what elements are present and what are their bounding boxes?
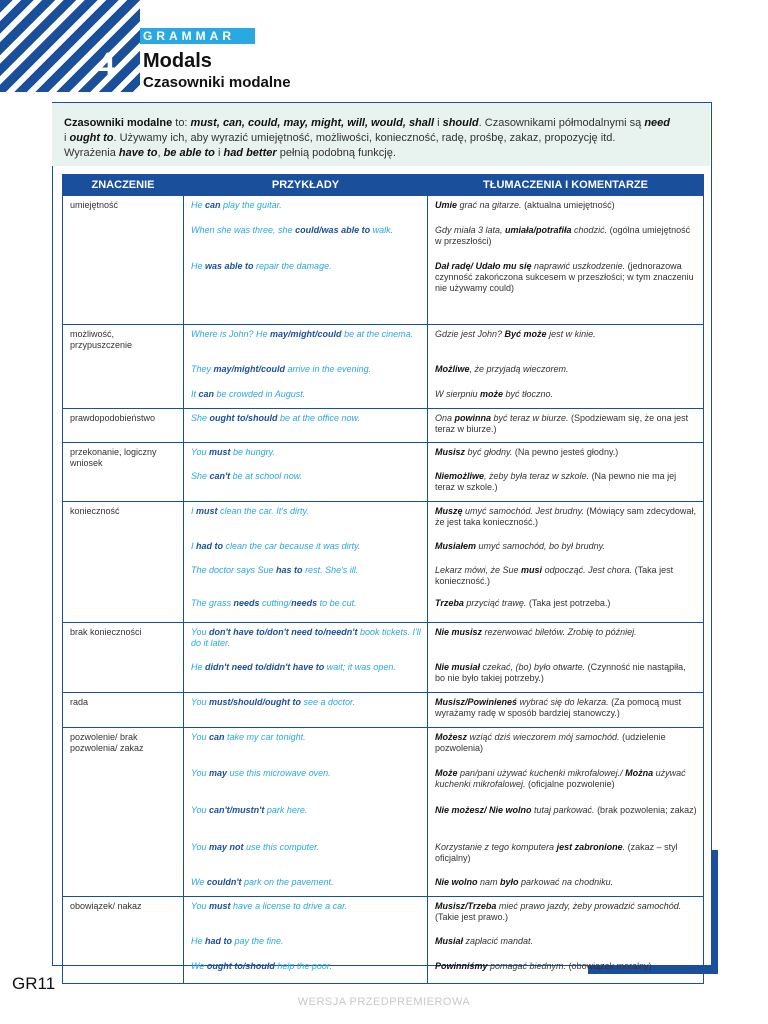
meaning-cell: pozwolenie/ brak pozwolenia/ zakaz (63, 728, 184, 897)
translation-line: W sierpniu może być tłoczno. (435, 389, 554, 399)
translation-line: Musisz być głodny. (Na pewno jesteś głodny.) (435, 447, 619, 457)
translation-line: Nie możesz/ Nie wolno tutaj parkować. (brak pozwolenia; zakaz) (435, 805, 697, 815)
translation-line: Możesz wziąć dziś wieczorem mój samochód. (udzielenie pozwolenia) (435, 732, 666, 753)
translation-line: Lekarz mówi, że Sue musi odpocząć. Jest chora. (Taka jest konieczność.) (435, 565, 674, 586)
example-line: You can take my car tonight. (191, 732, 306, 742)
table-row (63, 409, 704, 443)
examples-cell (184, 728, 428, 897)
translation-line: Niemożliwe, żeby była teraz w szkole. (Na pewno nie ma jej teraz w szkole.) (435, 471, 677, 492)
examples-cell (184, 502, 428, 623)
example-line: When she was three, she could/was able to walk. (191, 225, 394, 235)
example-line: He can play the guitar. (191, 200, 282, 210)
examples-cell (184, 623, 428, 693)
example-line: You don't have to/don't need to/needn't book tickets. I'll do it later. (191, 627, 421, 648)
example-line: They may/might/could arrive in the evening. (191, 364, 372, 374)
example-line: He didn't need to/didn't have to wait; it was open. (191, 662, 396, 672)
example-line: You can't/mustn't park here. (191, 805, 308, 815)
meaning-cell: możliwość, przypuszczenie (63, 325, 184, 409)
example-line: You may not use this computer. (191, 842, 320, 852)
examples-cell (184, 409, 428, 443)
translation-line: Gdy miała 3 lata, umiała/potrafiła chodzić. (ogólna umiejętność w przeszłości) (435, 225, 691, 246)
table-row (63, 443, 704, 502)
example-line: He was able to repair the damage. (191, 261, 332, 271)
examples-cell (184, 196, 428, 325)
meaning-cell: brak konieczności (63, 623, 184, 693)
example-line: We couldn't park on the pavement. (191, 877, 334, 887)
translation-line: Nie wolno nam było parkować na chodniku. (435, 877, 614, 887)
example-line: You must be hungry. (191, 447, 275, 457)
translation-line: Możliwe, że przyjadą wieczorem. (435, 364, 569, 374)
translation-line: Korzystanie z tego komputera jest zabronione. (zakaz – styl oficjalny) (435, 842, 678, 863)
translation-line: Powinniśmy pomagać biednym. (obowiązek moralny) (435, 961, 652, 971)
example-line: I had to clean the car because it was dirty. (191, 541, 361, 551)
page-code: GR11 (12, 974, 56, 993)
example-line: It can be crowded in August. (191, 389, 306, 399)
translation-cell (428, 196, 704, 325)
translation-line: Musiałem umyć samochód, bo był brudny. (435, 541, 605, 551)
table-row (63, 728, 704, 897)
translation-line: Muszę umyć samochód. Jest brudny. (Mówiący sam zdecydował, że jest taka konieczność.) (435, 506, 696, 527)
example-line: You must/should/ought to see a doctor. (191, 697, 356, 707)
translation-line: Umie grać na gitarze. (aktualna umiejętność) (435, 200, 615, 210)
translation-line: Ona powinna być teraz w biurze. (Spodziewam się, że ona jest teraz w biurze.) (435, 413, 689, 434)
translation-line: Musiał zapłacić mandat. (435, 936, 534, 946)
chapter-number: 4 (96, 46, 116, 84)
table-row (63, 196, 704, 325)
modals-table (62, 174, 704, 984)
translation-line: Musisz/Trzeba mieć prawo jazdy, żeby prowadzić samochód. (Takie jest prawo.) (435, 901, 682, 922)
meaning-cell: obowiązek/ nakaz (63, 897, 184, 984)
translation-cell (428, 897, 704, 984)
meaning-cell: przekonanie, logiczny wniosek (63, 443, 184, 502)
intro-text: Czasowniki modalne to: must, can, could, may, might, will, would, shall i should. Czasownikami półmodalnymi są need i ought to. Używamy ich, aby wyrazić umiejętność, możliwości, konieczność, radę, prośbę, zakaz, propozycję itd. Wyrażenia have to, be able to i had better pełnią podobną funkcję. (64, 117, 670, 159)
table-row (63, 623, 704, 693)
example-line: The doctor says Sue has to rest. She's ill. (191, 565, 359, 575)
translation-line: Trzeba przyciąć trawę. (Taka jest potrzeba.) (435, 598, 611, 608)
example-line: Where is John? He may/might/could be at the cinema. (191, 329, 414, 339)
example-line: The grass needs cutting/needs to be cut. (191, 598, 357, 608)
translation-cell (428, 443, 704, 502)
table-row (63, 502, 704, 623)
page-title: Modals (143, 50, 212, 72)
translation-cell (428, 502, 704, 623)
meaning-cell: prawdopodobieństwo (63, 409, 184, 443)
example-line: You must have a license to drive a car. (191, 901, 348, 911)
translation-line: Musisz/Powinieneś wybrać się do lekarza. (Za pomocą must wyrażamy radę w sposób bardziej stanowczy.) (435, 697, 682, 718)
header-examples: PRZYKŁADY (184, 175, 428, 196)
translation-line: Może pan/pani używać kuchenki mikrofalowej./ Można używać kuchenki mikrofalowej. (oficjalne pozwolenie) (435, 768, 686, 789)
translation-cell (428, 623, 704, 693)
table-row (63, 693, 704, 728)
translation-cell (428, 728, 704, 897)
example-line: She ought to/should be at the office now. (191, 413, 361, 423)
example-line: He had to pay the fine. (191, 936, 284, 946)
example-line: I must clean the car. It's dirty. (191, 506, 309, 516)
watermark: WERSJA PRZEDPREMIEROWA (297, 996, 471, 1008)
header-translations: TŁUMACZENIA I KOMENTARZE (428, 175, 704, 196)
table-row (63, 897, 704, 984)
table-header-row (63, 175, 704, 196)
examples-cell (184, 443, 428, 502)
example-line: You may use this microwave oven. (191, 768, 331, 778)
meaning-cell: konieczność (63, 502, 184, 623)
translation-line: Nie musiał czekać, (bo) było otwarte. (Czynność nie nastąpiła, bo nie było takiej potrzeby.) (435, 662, 686, 683)
examples-cell (184, 693, 428, 728)
translation-line: Nie musisz rezerwować biletów. Zrobię to później. (435, 627, 637, 637)
page-subtitle: Czasowniki modalne (143, 74, 291, 91)
meaning-cell: umiejętność (63, 196, 184, 325)
examples-cell (184, 325, 428, 409)
table-row (63, 325, 704, 409)
translation-line: Dał radę/ Udało mu się naprawić uszkodzenie. (jednorazowa czynność zakończona sukcesem w przeszłości; w tym znaczeniu nie używamy could) (435, 261, 694, 293)
example-line: We ought to/should help the poor. (191, 961, 333, 971)
section-label: GRAMMAR (143, 29, 235, 43)
examples-cell (184, 897, 428, 984)
header-meaning: ZNACZENIE (63, 175, 184, 196)
translation-line: Gdzie jest John? Być może jest w kinie. (435, 329, 596, 339)
example-line: She can't be at school now. (191, 471, 303, 481)
translation-cell (428, 325, 704, 409)
translation-cell (428, 409, 704, 443)
translation-cell (428, 693, 704, 728)
meaning-cell: rada (63, 693, 184, 728)
